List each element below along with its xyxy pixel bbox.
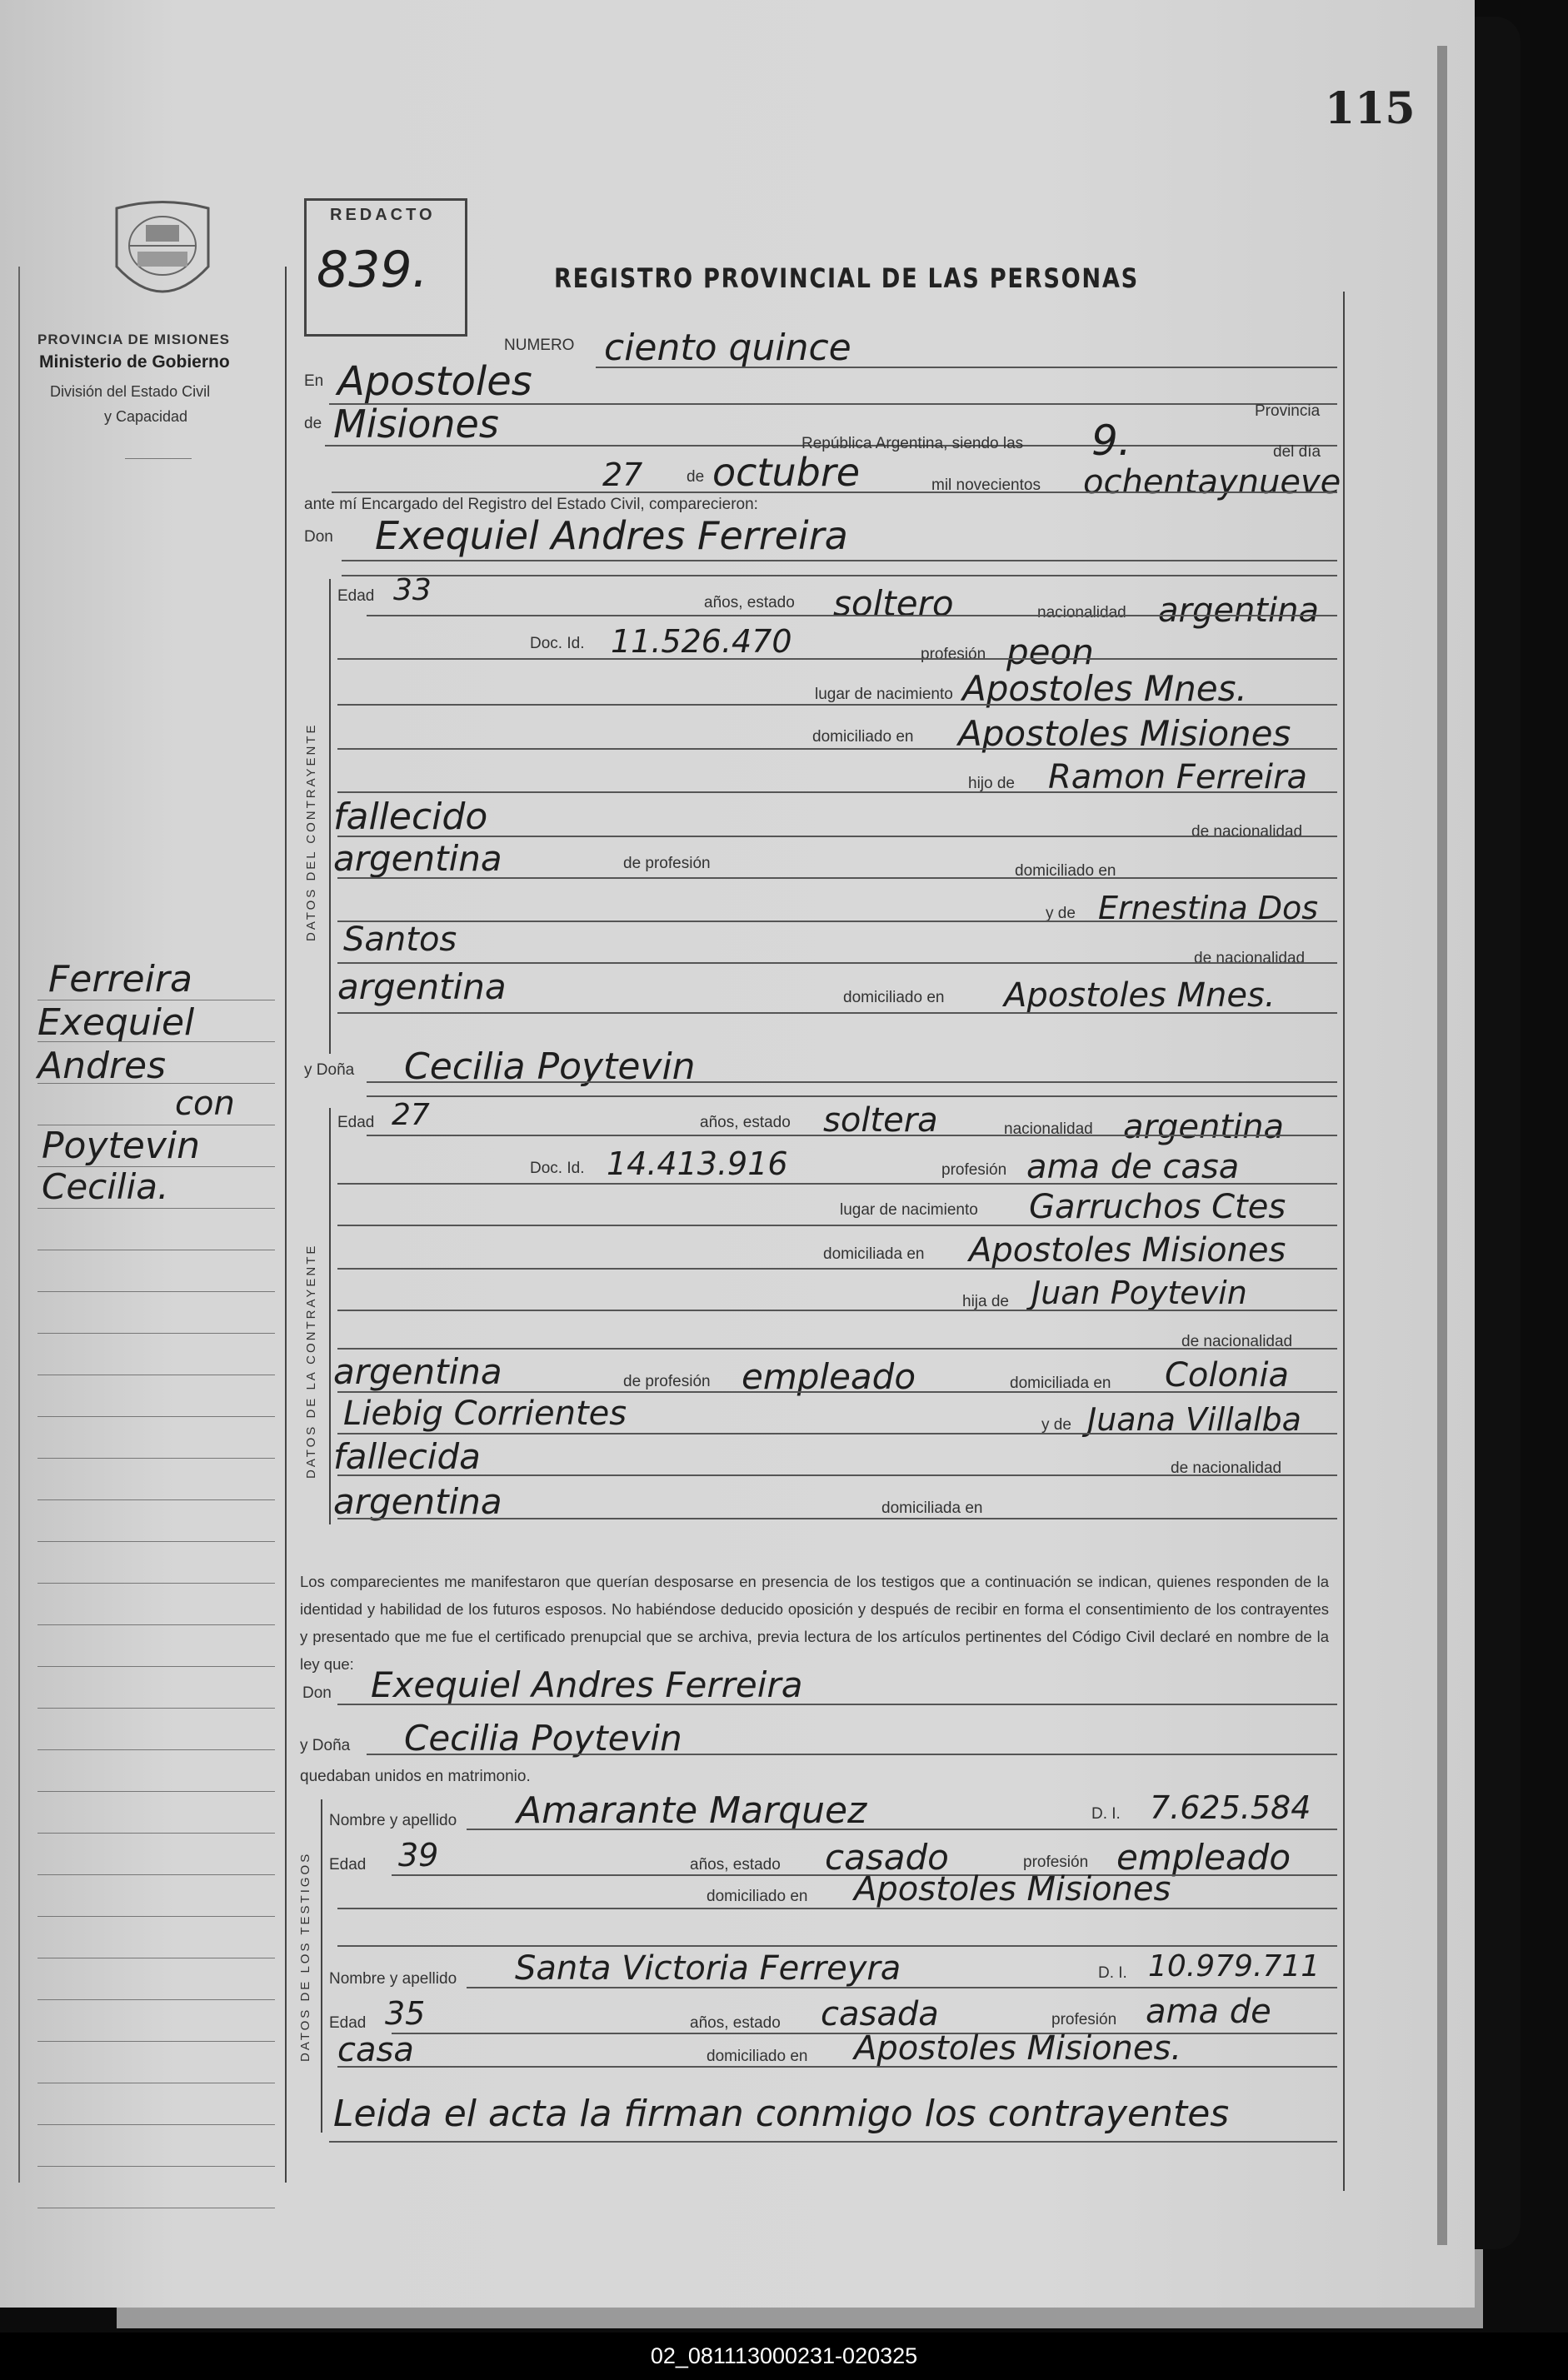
margin-rule-line [37, 1666, 275, 1667]
contrayenta-estado-value: soltera [823, 1101, 938, 1140]
margin-rule-line [37, 1624, 275, 1625]
contrayenta-doc-label: Doc. Id. [530, 1160, 585, 1177]
margin-rule-line [37, 1291, 275, 1292]
hora-value: 9. [1091, 417, 1131, 465]
t2-profesion-value: ama de [1146, 1993, 1271, 2031]
contrayenta-domiciliada-label: domiciliada en [823, 1245, 925, 1263]
sidebar-name: Ferreira [48, 958, 192, 1000]
sidebar-name: Cecilia. [42, 1166, 169, 1207]
de-label: de [304, 415, 322, 432]
contrayenta-nombre: Cecilia Poytevin [404, 1045, 696, 1088]
t1-edad-value: 39 [398, 1837, 439, 1874]
domicilio-value: Apostoles Misiones [958, 713, 1291, 754]
margin-rule-line [37, 1833, 275, 1834]
de-nacionalidad-label: de nacionalidad [1191, 823, 1303, 841]
redacto-box [304, 198, 467, 337]
margin-rule-line [37, 1041, 275, 1042]
t1-profesion-label: profesión [1023, 1854, 1089, 1871]
t2-edad-label: Edad [329, 2014, 367, 2032]
contrayenta-madre-estado-value: fallecida [333, 1436, 481, 1477]
contrayenta-padre-domicilio-value: Colonia [1165, 1356, 1289, 1395]
t2-estado-value: casada [821, 1995, 939, 2033]
padre-nacionalidad-value: argentina [333, 838, 502, 879]
contrayenta-doc-value: 14.413.916 [607, 1145, 788, 1182]
madre-nacionalidad-value: argentina [337, 966, 507, 1007]
sidebar-name: Andres [37, 1045, 166, 1087]
quedaban-label: quedaban unidos en matrimonio. [300, 1768, 531, 1785]
redacto-number: 839. [317, 241, 428, 299]
y-de-label: y de [1046, 905, 1076, 922]
lugar-value: Apostoles Mnes. [962, 668, 1247, 709]
sidebar-name: Poytevin [42, 1125, 200, 1167]
margin-rule-line [37, 1458, 275, 1459]
contrayenta-madre-value: Juana Villalba [1087, 1401, 1301, 1438]
t1-di-value: 7.625.584 [1150, 1789, 1311, 1826]
margin-rule-line [37, 1208, 275, 1209]
t1-nombre-value: Amarante Marquez [517, 1789, 867, 1832]
mes-value: octubre [712, 450, 861, 495]
padre-estado-value: fallecido [333, 796, 488, 838]
contrayenta-edad-label: Edad [337, 1114, 375, 1131]
page-edge [1437, 46, 1447, 2245]
profesion-label: profesión [921, 646, 986, 663]
domiciliado-label: domiciliado en [812, 728, 914, 746]
don-value: Exequiel Andres Ferreira [375, 513, 848, 558]
margin-rule-line [37, 1541, 275, 1542]
t2-profesion-label: profesión [1051, 2011, 1117, 2028]
contrayenta-de-profesion-label: de profesión [623, 1373, 711, 1390]
estado-value: soltero [833, 583, 954, 624]
de-label-2: de [687, 468, 705, 486]
de-nacionalidad-label-2: de nacionalidad [1194, 950, 1306, 967]
numero-label: NUMERO [504, 337, 575, 354]
contrayenta-padre-nacionalidad-value: argentina [333, 1351, 502, 1392]
hijo-label: hijo de [968, 775, 1015, 792]
t1-domiciliado-label: domiciliado en [707, 1888, 808, 1905]
margin-rule-line [37, 1499, 275, 1500]
don-label: Don [304, 528, 333, 546]
contrayenta-lugar-value: Garruchos Ctes [1029, 1188, 1286, 1226]
t1-nombre-label: Nombre y apellido [329, 1812, 457, 1829]
margin-rule-line [37, 1708, 275, 1709]
contrayenta-padre-domicilio-value-2: Liebig Corrientes [343, 1395, 627, 1433]
contrayenta-section-label: DATOS DE LA CONTRAYENTE [304, 1243, 318, 1479]
coat-of-arms-seal [108, 200, 217, 312]
nacionalidad-value: argentina [1158, 591, 1319, 630]
sidebar-name: Exequiel [37, 1001, 195, 1044]
madre-value-2: Santos [343, 921, 457, 959]
image-caption: 02_081113000231-020325 [0, 2333, 1568, 2380]
en-value: Apostoles [337, 358, 532, 405]
contrayenta-de-nacionalidad-label: de nacionalidad [1181, 1333, 1293, 1350]
t1-anios-label: años, estado [690, 1856, 781, 1874]
en-label: En [304, 372, 324, 390]
lugar-label: lugar de nacimiento [815, 686, 953, 703]
provincia-label: Provincia [1255, 402, 1321, 420]
profesion-value: peon [1006, 631, 1094, 672]
union-don-value: Exequiel Andres Ferreira [371, 1664, 803, 1705]
testigos-section-label: DATOS DE LOS TESTIGOS [298, 1851, 312, 2062]
contrayenta-hija-label: hija de [962, 1293, 1009, 1310]
contrayenta-nacionalidad-value: argentina [1123, 1108, 1284, 1146]
contrayenta-domicilio-value: Apostoles Misiones [969, 1231, 1286, 1270]
t2-anios-label: años, estado [690, 2014, 781, 2032]
margin-rule-line [37, 1999, 275, 2000]
madre-domicilio-value: Apostoles Mnes. [1004, 976, 1276, 1015]
contrayenta-lugar-label: lugar de nacimiento [840, 1201, 978, 1219]
t2-profesion-value-2: casa [337, 2031, 414, 2069]
union-dona-label: y Doña [300, 1737, 351, 1754]
sidebar-name: con [175, 1085, 235, 1123]
contrayenta-edad-value: 27 [392, 1098, 430, 1132]
contrayenta-padre-profesion-value: empleado [742, 1356, 916, 1397]
t1-estado-value: casado [825, 1837, 949, 1878]
margin-rule-line [37, 2041, 275, 2042]
y-dona-label: y Doña [304, 1061, 355, 1079]
margin-rule-line [37, 1583, 275, 1584]
t1-edad-label: Edad [329, 1856, 367, 1874]
sidebar-division: División del Estado Civil [50, 383, 211, 400]
page-number: 115 [1325, 83, 1416, 134]
t2-domicilio-value: Apostoles Misiones. [854, 2029, 1182, 2068]
contrayenta-anios-label: años, estado [700, 1114, 791, 1131]
contrayente-section-label: DATOS DEL CONTRAYENTE [304, 722, 318, 941]
del-dia-label: del día [1273, 443, 1321, 461]
closing-statement: Leida el acta la firman conmigo los contrayentes [333, 2093, 1230, 2135]
margin-rule-line [37, 1166, 275, 1167]
margin-rule-line [37, 1083, 275, 1084]
margin-rule-line [37, 2166, 275, 2167]
padre-value: Ramon Ferreira [1048, 758, 1307, 796]
margin-rule-line [37, 1791, 275, 1792]
de-value: Misiones [333, 402, 499, 447]
mil-label: mil novecientos [931, 476, 1041, 494]
t1-di-label: D. I. [1091, 1805, 1121, 1823]
anios-label: años, estado [704, 594, 795, 611]
contrayenta-profesion-value: ama de casa [1026, 1148, 1240, 1186]
nacionalidad-label: nacionalidad [1037, 604, 1126, 621]
margin-rule-line [37, 1416, 275, 1417]
dia-value: 27 [602, 457, 643, 493]
t1-profesion-value: empleado [1116, 1837, 1291, 1878]
contrayenta-domiciliada-en-label: domiciliada en [1010, 1375, 1111, 1392]
legal-paragraph: Los comparecientes me manifestaron que querían desposarse en presencia de los testigos que a continuación se indican, quienes responden de la identidad y habilidad de los futuros esposos. No habiéndose deducido oposición y después de recibir en forma el consentimiento de los contrayentes y presentado que me fue el certificado prenupcial que se archiva, previa lectura de los artículos pertinentes del Código Civil declaré en nombre de la ley que: [300, 1573, 1329, 1673]
ante-label: ante mí Encargado del Registro del Estado Civil, comparecieron: [304, 496, 758, 513]
t2-nombre-label: Nombre y apellido [329, 1970, 457, 1988]
doc-label: Doc. Id. [530, 635, 585, 652]
margin-rule-line [37, 1333, 275, 1334]
anio-value: ochentaynueve [1083, 463, 1341, 501]
document-title: REGISTRO PROVINCIAL DE LAS PERSONAS [554, 262, 1139, 294]
numero-value: ciento quince [604, 327, 851, 369]
t2-edad-value: 35 [385, 1995, 426, 2032]
t2-di-value: 10.979.711 [1148, 1949, 1321, 1983]
margin-rule-line [37, 2124, 275, 2125]
domiciliado-en-label: domiciliado en [1015, 862, 1116, 880]
redacto-label: REDACTO [330, 206, 436, 224]
edad-value: 33 [393, 573, 432, 607]
sidebar-province: PROVINCIA DE MISIONES [37, 332, 231, 347]
margin-rule-line [37, 1916, 275, 1917]
republica-label: República Argentina, siendo las [801, 435, 1024, 452]
t2-nombre-value: Santa Victoria Ferreyra [515, 1949, 901, 1988]
contrayenta-domiciliada-en-label-2: domiciliada en [881, 1499, 983, 1517]
madre-value: Ernestina Dos [1098, 890, 1319, 926]
madre-domiciliado-label: domiciliado en [843, 989, 945, 1006]
t2-di-label: D. I. [1098, 1964, 1127, 1982]
doc-value: 11.526.470 [611, 623, 792, 660]
sidebar-capacity: y Capacidad [104, 408, 188, 425]
contrayenta-profesion-label: profesión [941, 1161, 1007, 1179]
union-dona-value: Cecilia Poytevin [404, 1718, 682, 1759]
t1-domicilio-value: Apostoles Misiones [854, 1870, 1171, 1908]
union-don-label: Don [302, 1684, 332, 1702]
contrayenta-y-de-label: y de [1041, 1416, 1071, 1434]
edad-label: Edad [337, 587, 375, 605]
contrayenta-padre-value: Juan Poytevin [1031, 1275, 1247, 1311]
sidebar-ministry: Ministerio de Gobierno [39, 352, 230, 372]
margin-rule-line [37, 1749, 275, 1750]
margin-rule-line [37, 1874, 275, 1875]
contrayenta-madre-nacionalidad-value: argentina [333, 1481, 502, 1522]
contrayenta-nacionalidad-label: nacionalidad [1004, 1120, 1093, 1138]
t2-domiciliado-label: domiciliado en [707, 2048, 808, 2065]
de-profesion-label: de profesión [623, 855, 711, 872]
contrayenta-de-nacionalidad-label-2: de nacionalidad [1171, 1459, 1282, 1477]
